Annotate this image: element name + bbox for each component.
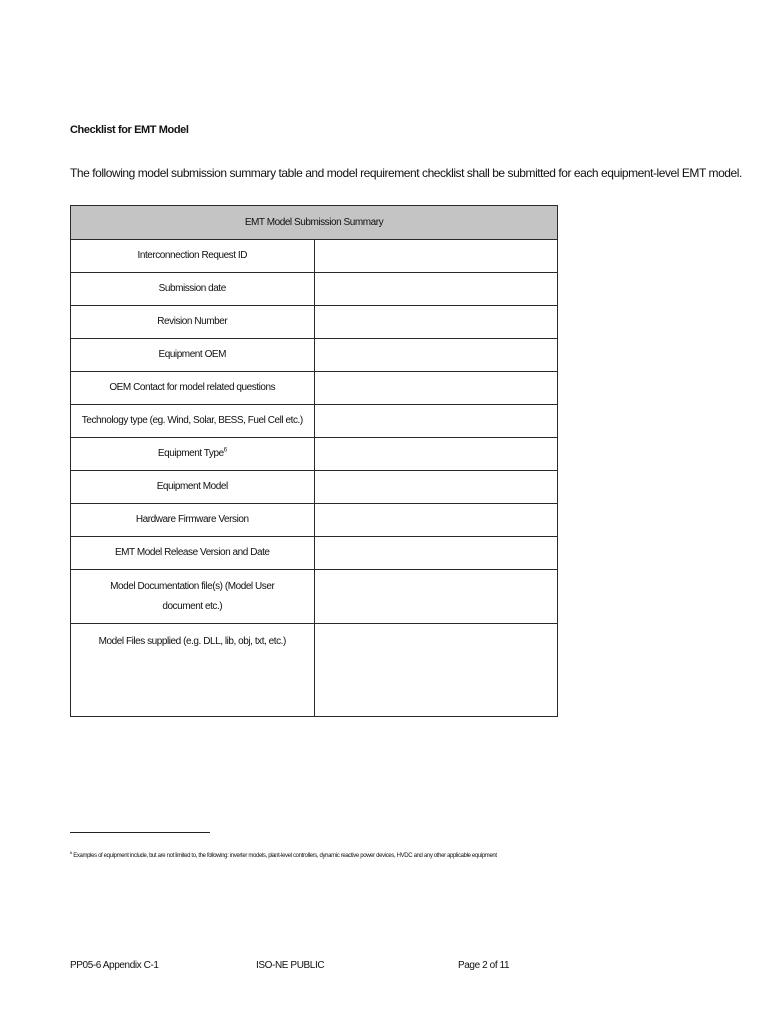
table-row <box>71 570 558 624</box>
row-value-submission-date[interactable] <box>314 273 558 306</box>
footnote-text: Examples of equipment include, but are not limited to, the following: inverter models, plant-level controllers, dynamic reactive power devices, HVDC and any other applicable equipment <box>73 853 497 859</box>
row-label-interconnection-request-id: Interconnection Request ID <box>71 240 315 273</box>
row-label-equipment-model: Equipment Model <box>71 471 315 504</box>
table-row <box>71 273 558 306</box>
row-value-model-files[interactable] <box>314 624 558 717</box>
row-label-revision-number: Revision Number <box>71 306 315 339</box>
table-row <box>71 504 558 537</box>
row-value-hardware-firmware-version[interactable] <box>314 504 558 537</box>
section-heading: Checklist for EMT Model <box>70 124 189 136</box>
footer-classification: ISO-NE PUBLIC <box>256 960 325 971</box>
table-row <box>71 306 558 339</box>
table-row <box>71 372 558 405</box>
row-label-submission-date: Submission date <box>71 273 315 306</box>
footnote <box>70 850 497 859</box>
row-value-equipment-model[interactable] <box>314 471 558 504</box>
row-value-technology-type[interactable] <box>314 405 558 438</box>
footnote-divider <box>70 832 210 833</box>
row-label-oem-contact: OEM Contact for model related questions <box>71 372 315 405</box>
table-row <box>71 471 558 504</box>
row-label-equipment-oem: Equipment OEM <box>71 339 315 372</box>
row-value-interconnection-request-id[interactable] <box>314 240 558 273</box>
footnote-reference[interactable]: 6 <box>223 447 227 454</box>
table-row <box>71 537 558 570</box>
model-documentation-label-text: Model Documentation file(s) (Model User document etc.) <box>110 580 275 612</box>
row-value-model-documentation[interactable] <box>314 570 558 624</box>
table-row <box>71 339 558 372</box>
row-value-equipment-oem[interactable] <box>314 339 558 372</box>
footer-page-number: Page 2 of 11 <box>458 960 510 971</box>
table-title: EMT Model Submission Summary <box>71 206 558 240</box>
table-row <box>71 624 558 717</box>
intro-paragraph: The following model submission summary table and model requirement checklist shall be submitted for each equipment-level EMT model. <box>70 166 742 180</box>
submission-summary-table <box>70 205 558 717</box>
row-label-model-documentation <box>71 570 315 624</box>
table-row <box>71 405 558 438</box>
row-label-hardware-firmware-version: Hardware Firmware Version <box>71 504 315 537</box>
table-row <box>71 438 558 471</box>
row-value-revision-number[interactable] <box>314 306 558 339</box>
equipment-type-label-text: Equipment Type <box>157 448 224 459</box>
row-value-emt-model-release[interactable] <box>314 537 558 570</box>
footer-document-id: PP05-6 Appendix C-1 <box>70 960 159 971</box>
row-label-model-files: Model Files supplied (e.g. DLL, lib, obj, txt, etc.) <box>71 624 315 717</box>
footnote-number: 6 <box>70 850 72 855</box>
table-row <box>71 240 558 273</box>
row-label-equipment-type <box>71 438 315 471</box>
row-value-oem-contact[interactable] <box>314 372 558 405</box>
row-label-technology-type: Technology type (eg. Wind, Solar, BESS, Fuel Cell etc.) <box>71 405 315 438</box>
row-label-emt-model-release: EMT Model Release Version and Date <box>71 537 315 570</box>
row-value-equipment-type[interactable] <box>314 438 558 471</box>
table-header-row <box>71 206 558 240</box>
